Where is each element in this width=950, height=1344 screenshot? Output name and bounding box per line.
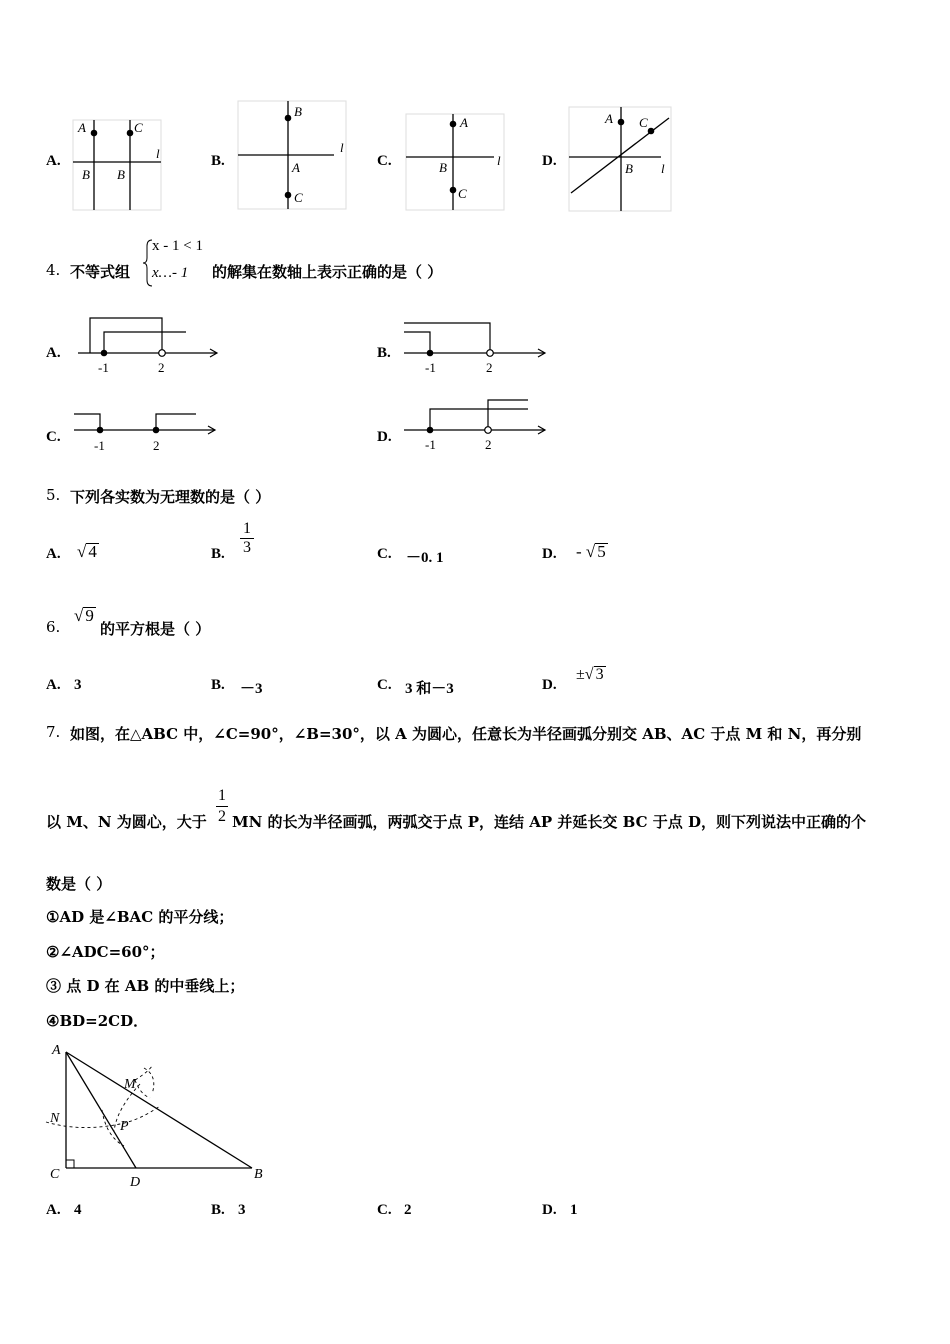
q5-option-a-letter: A.: [46, 546, 61, 562]
point-label: A: [292, 160, 300, 175]
q3-option-d-letter: D.: [542, 153, 557, 169]
plus-minus-sign: ±: [576, 666, 585, 683]
q7-stem-line-2-post: MN 的长为半径画弧，两弧交于点 P，连结 AP 并延长交 BC 于点 D，则下列说法中正确的个: [232, 813, 866, 831]
point-label: B: [625, 161, 633, 176]
point-label: C: [134, 120, 143, 135]
q7-triangle-figure: [40, 1036, 280, 1188]
point-label-d: D: [130, 1175, 141, 1188]
point-label: A: [78, 120, 86, 135]
q5-option-b-letter: B.: [211, 546, 225, 562]
tick-label: -1: [425, 360, 436, 375]
q7-statement-4: ④BD=2CD．: [46, 1012, 149, 1030]
point-label: C: [639, 115, 648, 130]
q6-stem: 的平方根是（ ）: [100, 620, 211, 638]
radical-sign: √: [74, 606, 84, 625]
radical-sign: √: [585, 542, 596, 561]
denominator: 2: [218, 808, 226, 825]
radicand: 3: [595, 666, 604, 683]
question-number: 7.: [46, 723, 61, 741]
q5-stem: 下列各实数为无理数的是（ ）: [70, 488, 271, 506]
q3-option-b-letter: B.: [211, 153, 225, 169]
question-number: 5.: [46, 486, 61, 504]
q6-option-c-letter: C.: [377, 677, 392, 693]
q7-statement-3: ③ 点 D 在 AB 的中垂线上；: [46, 977, 245, 995]
line-label: l: [340, 140, 344, 155]
q5-option-c-value: －0. 1: [406, 550, 444, 566]
q7-option-a-value: 4: [74, 1202, 82, 1218]
point-label: A: [460, 115, 468, 130]
question-number: 4.: [46, 261, 61, 279]
q5-option-b-fraction: [240, 520, 254, 557]
tick-label: -1: [94, 438, 105, 453]
vertex-label-c: C: [50, 1167, 60, 1182]
q7-stem-line-2-pre: 以 M、N 为圆心，大于: [46, 813, 207, 831]
q4-option-c-letter: C.: [46, 429, 61, 445]
point-label-n: N: [50, 1111, 60, 1126]
q4-inequality-1: x - 1 < 1: [152, 238, 203, 254]
tick-label: -1: [98, 360, 109, 375]
q7-stem-line-1: 如图，在△ABC 中，∠C=90°，∠B=30°，以 A 为圆心，任意长为半径画弧分别交 AB、AC 于点 M 和 N，再分别: [70, 725, 862, 743]
vertex-label-b: B: [254, 1167, 263, 1182]
q6-option-d-value: [576, 666, 606, 684]
point-label: B: [82, 167, 90, 182]
radical-sign: √: [77, 542, 87, 561]
tick-label: 2: [486, 360, 493, 375]
q7-option-b-value: 3: [238, 1202, 246, 1218]
q4-option-b-numberline: [400, 314, 560, 380]
q5-option-a-value: [77, 542, 99, 562]
radicand: 4: [88, 542, 97, 561]
q7-option-d-value: 1: [570, 1202, 578, 1218]
line-label: l: [156, 146, 160, 161]
q3-option-b-figure: [234, 98, 354, 213]
tick-label: 2: [485, 437, 492, 452]
numerator: 1: [243, 520, 251, 537]
q7-statement-2: ②∠ADC=60°；: [46, 943, 165, 961]
q6-radical: [74, 606, 96, 626]
q7-fraction-half: [216, 786, 228, 827]
q4-stem-pre: 不等式组: [70, 263, 131, 281]
point-label: B: [117, 167, 125, 182]
q7-statement-1: ①AD 是∠BAC 的平分线；: [46, 908, 234, 926]
point-label-m: M: [124, 1077, 136, 1092]
vertex-label-a: A: [52, 1043, 61, 1058]
point-label-p: P: [120, 1119, 129, 1134]
q3-option-a-letter: A.: [46, 153, 61, 169]
q4-inequality-2: x…- 1: [152, 265, 189, 281]
tick-label: 2: [153, 438, 160, 453]
numerator: 1: [218, 787, 226, 804]
denominator: 3: [240, 538, 254, 557]
q7-option-c-value: 2: [404, 1202, 412, 1218]
q5-option-d-letter: D.: [542, 546, 557, 562]
q6-option-c-value: 3 和－3: [405, 681, 454, 697]
radical-sign: √: [584, 666, 594, 683]
q4-stem-post: 的解集在数轴上表示正确的是（ ）: [212, 263, 443, 281]
q4-option-c-numberline: [70, 404, 230, 460]
point-label: A: [605, 111, 613, 126]
tick-label: -1: [425, 437, 436, 452]
q6-option-a-value: 3: [74, 677, 82, 693]
q4-option-d-numberline: [400, 396, 560, 460]
question-number: 6.: [46, 618, 61, 636]
line-label: l: [497, 153, 501, 168]
q6-option-b-value: －3: [240, 681, 263, 697]
q6-option-d-letter: D.: [542, 677, 557, 693]
q6-option-b-letter: B.: [211, 677, 225, 693]
q6-option-a-letter: A.: [46, 677, 61, 693]
point-label: B: [294, 104, 302, 119]
q5-option-d-value: [576, 542, 608, 562]
radicand: 9: [85, 606, 94, 625]
radicand: 5: [597, 542, 606, 561]
q3-option-a-figure: [68, 112, 168, 212]
q3-option-c-letter: C.: [377, 153, 392, 169]
q4-option-d-letter: D.: [377, 429, 392, 445]
q4-option-a-numberline: [74, 314, 234, 380]
q3-option-d-figure: [565, 103, 677, 213]
q4-option-a-letter: A.: [46, 345, 61, 361]
q4-option-b-letter: B.: [377, 345, 391, 361]
minus-sign: -: [576, 542, 582, 561]
q3-option-c-figure: [402, 110, 512, 212]
point-label: C: [458, 186, 467, 201]
q7-option-a-letter: A.: [46, 1202, 61, 1218]
q7-stem-line-3: 数是（ ）: [46, 875, 112, 893]
q5-option-c-letter: C.: [377, 546, 392, 562]
q7-option-c-letter: C.: [377, 1202, 392, 1218]
tick-label: 2: [158, 360, 165, 375]
line-label: l: [661, 161, 665, 176]
point-label: B: [439, 160, 447, 175]
q7-option-d-letter: D.: [542, 1202, 557, 1218]
point-label: C: [294, 190, 303, 205]
q7-option-b-letter: B.: [211, 1202, 225, 1218]
